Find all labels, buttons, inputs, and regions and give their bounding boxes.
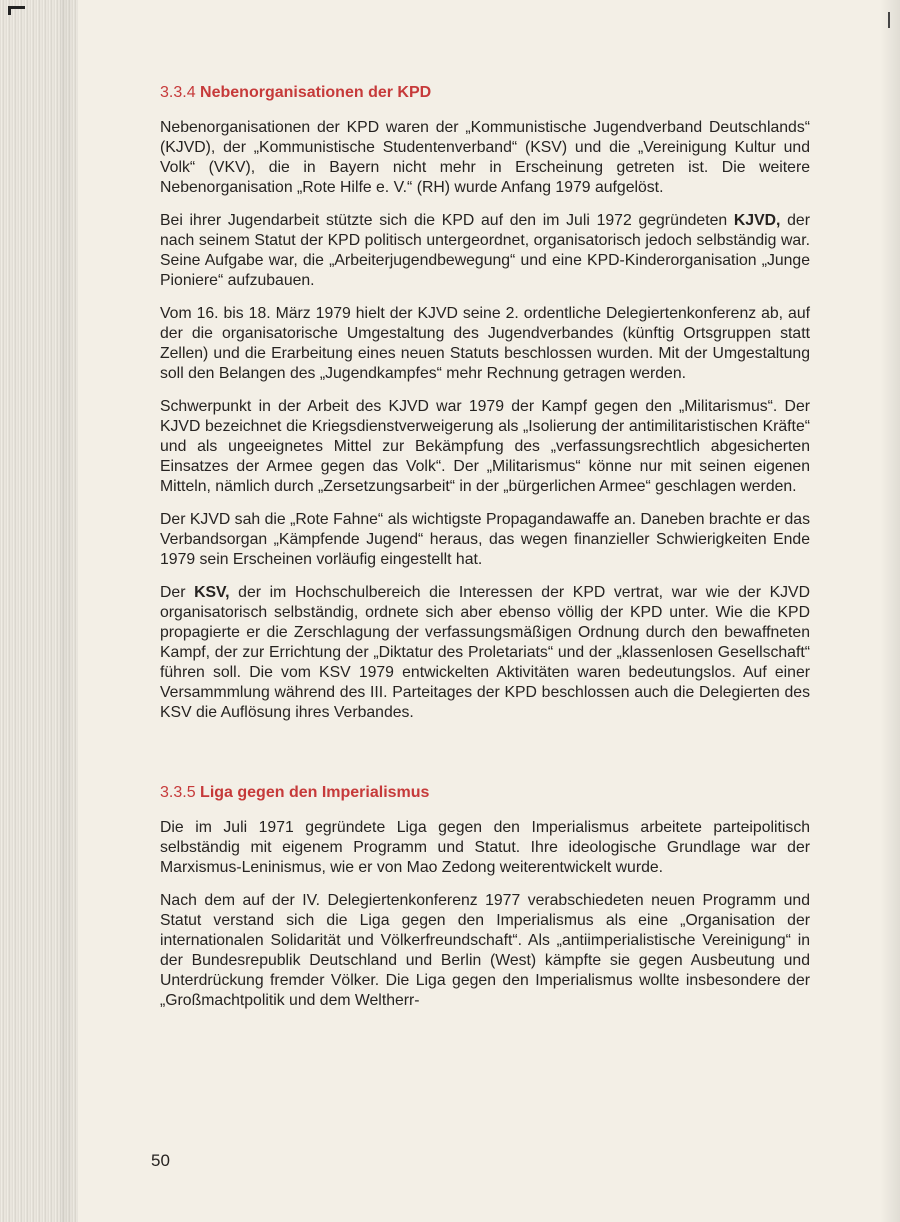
paragraph-2-text-a: Bei ihrer Jugendarbeit stützte sich die KPD auf den im Juli 1972 gegründeten <box>160 212 734 229</box>
paragraph-6-bold-ksv: KSV, <box>194 584 230 601</box>
page-stack-edges <box>0 0 78 1222</box>
paragraph-2 <box>160 211 810 291</box>
paragraph-5: Der KJVD sah die „Rote Fahne“ als wichtigste Propagandawaffe an. Daneben brachte er das Verbandsorgan „Kämpfende Jugend“ heraus, das wegen finanzieller Schwierigkeiten Ende 1979 sein Erscheinen vorläufig eingestellt hat. <box>160 511 810 568</box>
paragraph-6-text-b: der im Hochschulbereich die Interessen der KPD vertrat, war wie der KJVD organisatorisch selbständig, ordnete sich aber ebenso völlig der KPD unter. Wie die KPD propagierte er die Zerschlagung der verfassungsmäßigen Ordnung durch den bewaffneten Kampf, der zur Errichtung der „Diktatur des Proletariats“ und der „klassenlosen Gesellschaft“ führen soll. Die vom KSV 1979 entwickelten Aktivitäten waren bedeutungslos. Auf einer Versammmlung während des III. Parteitages der KPD beschlossen auch die Delegierten des KSV die Auflösung ihres Verbandes. <box>160 584 811 721</box>
paragraph-6 <box>160 583 810 723</box>
paragraph-8: Nach dem auf der IV. Delegiertenkonferenz 1977 verabschiedeten neuen Programm und Statut verstand sich die Liga gegen den Imperialismus als eine „Organisation der internationalen Solidarität und Völkerfreundschaft“. Als „antiimperialistische Vereinigung“ in der Bundesrepublik Deutschland und Berlin (West) kämpfte sie gegen Ausbeutung und Unterdrückung fremder Völker. Die Liga gegen den Imperialismus wollte insbesondere der „Großmachtpolitik und dem Weltherr- <box>160 892 810 1009</box>
paragraph-1: Nebenorganisationen der KPD waren der „Kommunistische Jugendverband Deutschlands“ (KJVD), der „Kommunistische Studentenverband“ (KSV) und die „Vereinigung Kultur und Volk“ (VKV), die in Bayern nicht mehr in Erscheinung getreten ist. Die weitere Nebenorganisation „Rote Hilfe e. V.“ (RH) wurde Anfang 1979 aufgelöst. <box>160 119 810 196</box>
crop-corner-mark <box>8 6 25 15</box>
page-number: 50 <box>151 1151 170 1170</box>
section-heading-3-3-5 <box>160 782 810 804</box>
page-content <box>160 82 810 1024</box>
crop-edge-mark <box>888 12 890 28</box>
section-number: 3.3.4 <box>160 84 196 101</box>
section-heading-3-3-4 <box>160 82 810 104</box>
paragraph-3: Vom 16. bis 18. März 1979 hielt der KJVD seine 2. ordentliche Delegiertenkonferenz ab, auf der die organisatorische Umgestaltung des Jugendverbandes (künftig Ortsgruppen statt Zellen) und die Erarbeitung eines neuen Statuts beschlossen wurden. Mit der Umgestaltung soll den Belangen des „Jugendkampfes“ mehr Rechnung getragen werden. <box>160 305 810 382</box>
paragraph-6-text-a: Der <box>160 584 195 601</box>
paragraph-4: Schwerpunkt in der Arbeit des KJVD war 1979 der Kampf gegen den „Militarismus“. Der KJVD bezeichnet die Kriegsdienstverweigerung als „Isolierung der antimilitaristischen Kräfte“ und als ungeeignetes Mittel zur Bekämpfung des „verfassungsrechtlich abgesicherten Einsatzes der Armee gegen das Volk“. Der „Militarismus“ könne nur mit seinen eigenen Mitteln, nämlich durch „Zersetzungsarbeit“ in der „bürgerlichen Armee“ geschlagen werden. <box>160 398 810 495</box>
section-title: Nebenorganisationen der KPD <box>200 84 432 101</box>
paragraph-2-bold-kjvd: KJVD, <box>733 212 781 229</box>
paragraph-7: Die im Juli 1971 gegründete Liga gegen den Imperialismus arbeitete parteipolitisch selbständig mit eigenem Programm und Statut. Ihre ideologische Grundlage war der Marxismus-Leninismus, wie er von Mao Zedong weiterentwickelt wurde. <box>160 819 810 876</box>
section-title: Liga gegen den Imperialismus <box>200 784 430 801</box>
section-number: 3.3.5 <box>160 784 196 801</box>
section-spacer <box>160 736 810 782</box>
paragraph-2-text-b: der nach seinem Statut der KPD politisch untergeordnet, organisatorisch jedoch selbständig war. Seine Aufgabe war, die „Arbeiterjugendbewegung“ und eine KPD-Kinderorganisation „Junge Pioniere“ aufzubauen. <box>160 212 810 289</box>
page-gutter-shadow <box>880 0 900 1222</box>
